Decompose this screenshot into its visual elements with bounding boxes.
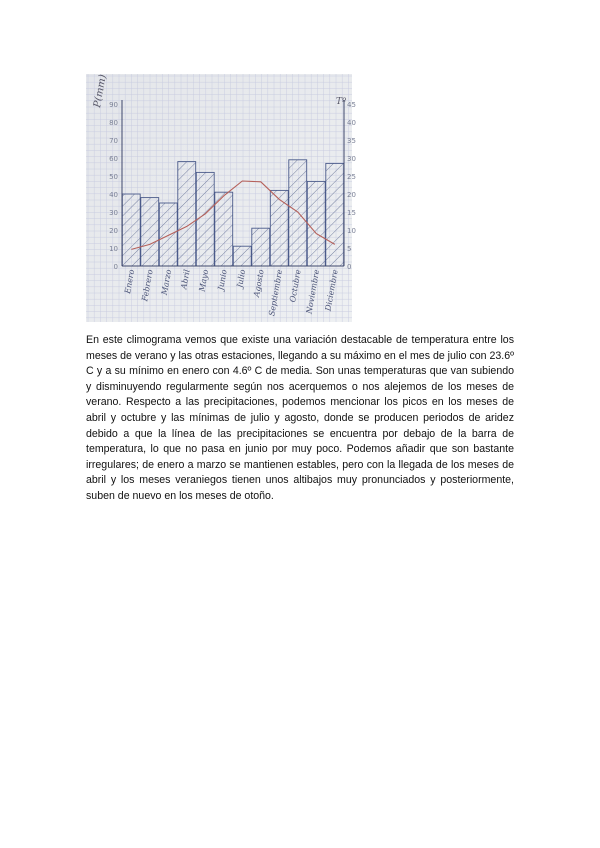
left-axis-title: P(mm) [92,73,109,109]
month-label: Mayo [197,268,211,293]
left-tick-label: 80 [109,119,118,127]
precipitation-bar-noviembre [307,181,325,266]
right-axis-title: Tº [336,97,347,107]
left-tick-label: 20 [109,227,118,235]
left-tick-label: 70 [109,137,118,145]
month-label: Junio [216,268,229,291]
month-label: Enero [123,268,137,295]
precipitation-bar-agosto [252,228,270,266]
precipitation-bar-junio [215,192,233,266]
month-label: Agosto [252,268,266,298]
month-label: Julio [235,268,248,289]
right-tick-label: 40 [347,119,356,127]
right-tick-label: 20 [347,191,356,199]
climograph-photo [86,73,356,322]
right-tick-label: 5 [347,245,352,253]
right-tick-label: 15 [347,209,356,217]
precipitation-bar-septiembre [270,190,288,266]
right-tick-label: 45 [347,101,356,109]
month-label: Abril [179,268,192,290]
precipitation-bar-abril [178,162,196,266]
right-tick-label: 25 [347,173,356,181]
precipitation-bar-mayo [196,172,214,266]
month-label: Marzo [159,268,174,296]
left-tick-label: 10 [109,245,118,253]
precipitation-bar-enero [122,194,140,266]
left-tick-label: 40 [109,191,118,199]
left-tick-label: 0 [113,263,118,271]
precipitation-bar-octubre [289,160,307,266]
left-tick-label: 90 [109,101,118,109]
month-label: Febrero [140,268,155,303]
precipitation-bar-febrero [141,198,159,266]
left-tick-label: 30 [109,209,118,217]
precipitation-bar-marzo [159,203,177,266]
right-tick-label: 30 [347,155,356,163]
month-label: Noviembre [304,268,322,315]
climograph-chart [86,73,356,322]
left-tick-label: 60 [109,155,118,163]
month-label: Octubre [288,268,303,303]
left-tick-label: 50 [109,173,118,181]
month-label: Septiembre [267,268,285,317]
right-tick-label: 10 [347,227,356,235]
right-tick-label: 35 [347,137,356,145]
month-label: Diciembre [323,268,340,312]
right-tick-label: 0 [347,263,352,271]
body-paragraph: En este climograma vemos que existe una variación destacable de temperatura entre los meses de verano y las otras estaciones, llegando a su máximo en el mes de julio con 23.6º C y a su mínimo en enero con 4.6º C de media. Son unas temperaturas que van subiendo y disminuyendo regularmente según nos acerquemos o nos alejemos de los meses de verano. Respecto a las precipitaciones, podemos mencionar los picos en los meses de abril y octubre y las mínimas de julio y agosto, donde se producen periodos de aridez debido a que la línea de las precipitaciones se encuentra por debajo de la barra de temperatura, lo que no pasa en junio por muy poco. Podemos añadir que son bastante irregulares; de enero a marzo se mantienen estables, pero con la llegada de los meses de abril y los meses veraniegos tienen unos altibajos muy pronunciados y posteriormente, suben de nuevo en los meses de otoño. [86,334,514,502]
precipitation-bar-diciembre [326,163,344,266]
precipitation-bar-julio [233,246,251,266]
